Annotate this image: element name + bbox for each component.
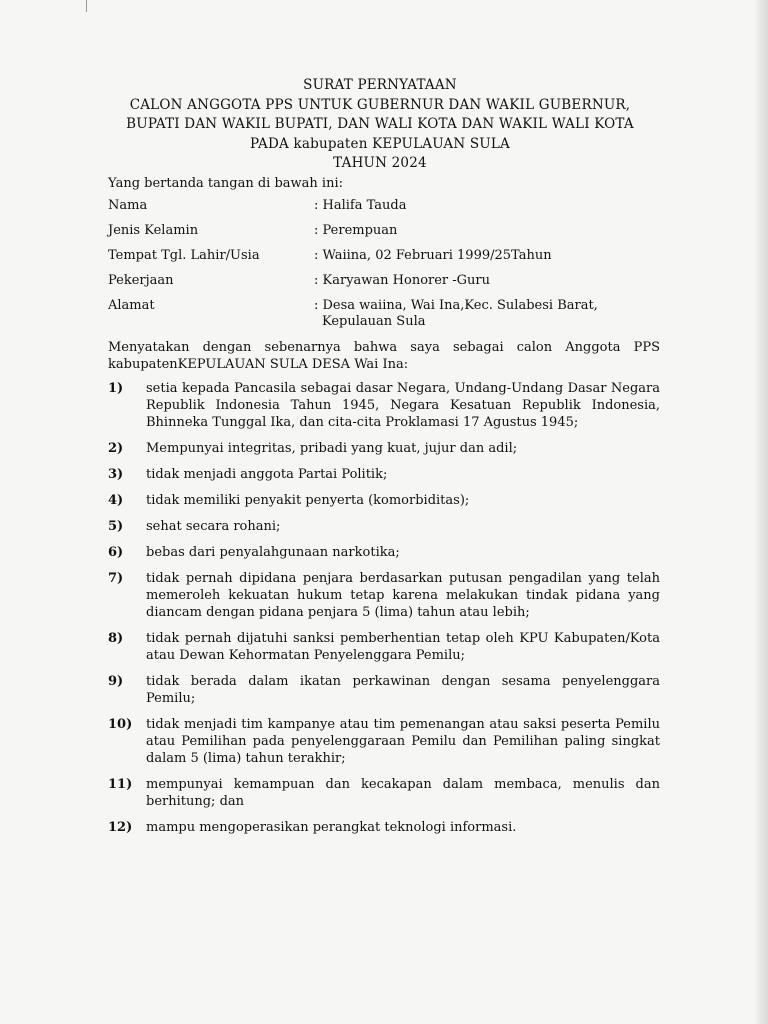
item-text: tidak pernah dipidana penjara berdasarkan putusan pengadilan yang telah memeroleh kekuatan hukum tetap karena melakukan tindak pidana yang diancam dengan pidana penjara 5 (lima) tahun atau lebih; <box>146 571 660 620</box>
list-item <box>108 544 660 561</box>
list-item <box>108 716 660 767</box>
field-alamat <box>108 298 668 329</box>
identity-fields <box>108 198 668 329</box>
item-text: setia kepada Pancasila sebagai dasar Negara, Undang-Undang Dasar Negara Republik Indonesia Tahun 1945, Negara Kesatuan Republik Indonesia, Bhinneka Tunggal Ika, dan cita-cita Proklamasi 17 Agustus 1945; <box>146 381 660 430</box>
header-subtitle-3: PADA kabupaten KEPULAUAN SULA <box>250 135 510 152</box>
intro-text: Yang bertanda tangan di bawah ini: <box>108 176 343 191</box>
list-item <box>108 440 660 457</box>
list-item <box>108 492 660 509</box>
item-text: tidak memiliki penyakit penyerta (komorbiditas); <box>146 493 470 508</box>
item-text: tidak berada dalam ikatan perkawinan dengan sesama penyelenggara Pemilu; <box>146 674 660 706</box>
declaration-list <box>108 380 660 845</box>
statement-text: Menyatakan dengan sebenarnya bahwa saya sebagai calon Anggota PPS kabupatenKEPULAUAN SULA DESA Wai Ina: <box>108 340 660 372</box>
item-text: sehat secara rohani; <box>146 519 281 534</box>
field-tempat-tgl-lahir <box>108 248 668 273</box>
field-value: : Waiina, 02 Februari 1999/25Tahun <box>314 248 552 263</box>
list-item <box>108 776 660 810</box>
item-number: 1) <box>108 381 124 396</box>
field-value-continued: Kepulauan Sula <box>322 314 426 329</box>
list-item <box>108 819 660 836</box>
field-jenis-kelamin <box>108 223 668 248</box>
field-value: : Perempuan <box>314 223 398 238</box>
item-text: tidak pernah dijatuhi sanksi pemberhentian tetap oleh KPU Kabupaten/Kota atau Dewan Kehormatan Penyelenggara Pemilu; <box>146 631 660 663</box>
item-number: 7) <box>108 571 124 586</box>
item-text: mampu mengoperasikan perangkat teknologi informasi. <box>146 820 517 835</box>
scan-edge-mark <box>86 0 87 12</box>
item-number: 5) <box>108 519 124 534</box>
list-item <box>108 630 660 664</box>
item-number: 11) <box>108 777 133 792</box>
header-subtitle-1: CALON ANGGOTA PPS UNTUK GUBERNUR DAN WAKIL GUBERNUR, <box>129 96 631 113</box>
field-label: Nama <box>108 198 148 213</box>
scan-shadow <box>754 0 768 1024</box>
list-item <box>108 673 660 707</box>
field-value: : Halifa Tauda <box>314 198 407 213</box>
list-item <box>108 518 660 535</box>
item-number: 2) <box>108 441 124 456</box>
item-number: 9) <box>108 674 124 689</box>
field-pekerjaan <box>108 273 668 298</box>
item-number: 8) <box>108 631 124 646</box>
item-number: 4) <box>108 493 124 508</box>
item-number: 10) <box>108 717 133 732</box>
header-title: SURAT PERNYATAAN <box>303 77 457 93</box>
item-text: bebas dari penyalahgunaan narkotika; <box>146 545 400 560</box>
header-year: TAHUN 2024 <box>333 155 427 171</box>
item-text: tidak menjadi anggota Partai Politik; <box>146 467 388 482</box>
item-number: 6) <box>108 545 124 560</box>
field-label: Tempat Tgl. Lahir/Usia <box>108 248 260 263</box>
item-number: 12) <box>108 820 133 835</box>
document-header <box>100 76 660 174</box>
item-text: mempunyai kemampuan dan kecakapan dalam membaca, menulis dan berhitung; dan <box>146 777 660 809</box>
list-item <box>108 466 660 483</box>
header-subtitle-2: BUPATI DAN WAKIL BUPATI, DAN WALI KOTA DAN WAKIL WALI KOTA <box>126 116 634 132</box>
field-label: Alamat <box>108 298 155 313</box>
item-text: Mempunyai integritas, pribadi yang kuat, jujur dan adil; <box>146 441 518 456</box>
field-nama <box>108 198 668 223</box>
list-item <box>108 380 660 431</box>
field-label: Pekerjaan <box>108 273 174 288</box>
field-value: : Desa waiina, Wai Ina,Kec. Sulabesi Barat, <box>314 298 598 313</box>
item-text: tidak menjadi tim kampanye atau tim pemenangan atau saksi peserta Pemilu atau Pemilihan pada penyelenggaraan Pemilu dan Pemilihan paling singkat dalam 5 (lima) tahun terakhir; <box>146 717 660 766</box>
field-label: Jenis Kelamin <box>108 223 199 238</box>
item-number: 3) <box>108 467 124 482</box>
field-value: : Karyawan Honorer -Guru <box>314 273 491 288</box>
list-item <box>108 570 660 621</box>
